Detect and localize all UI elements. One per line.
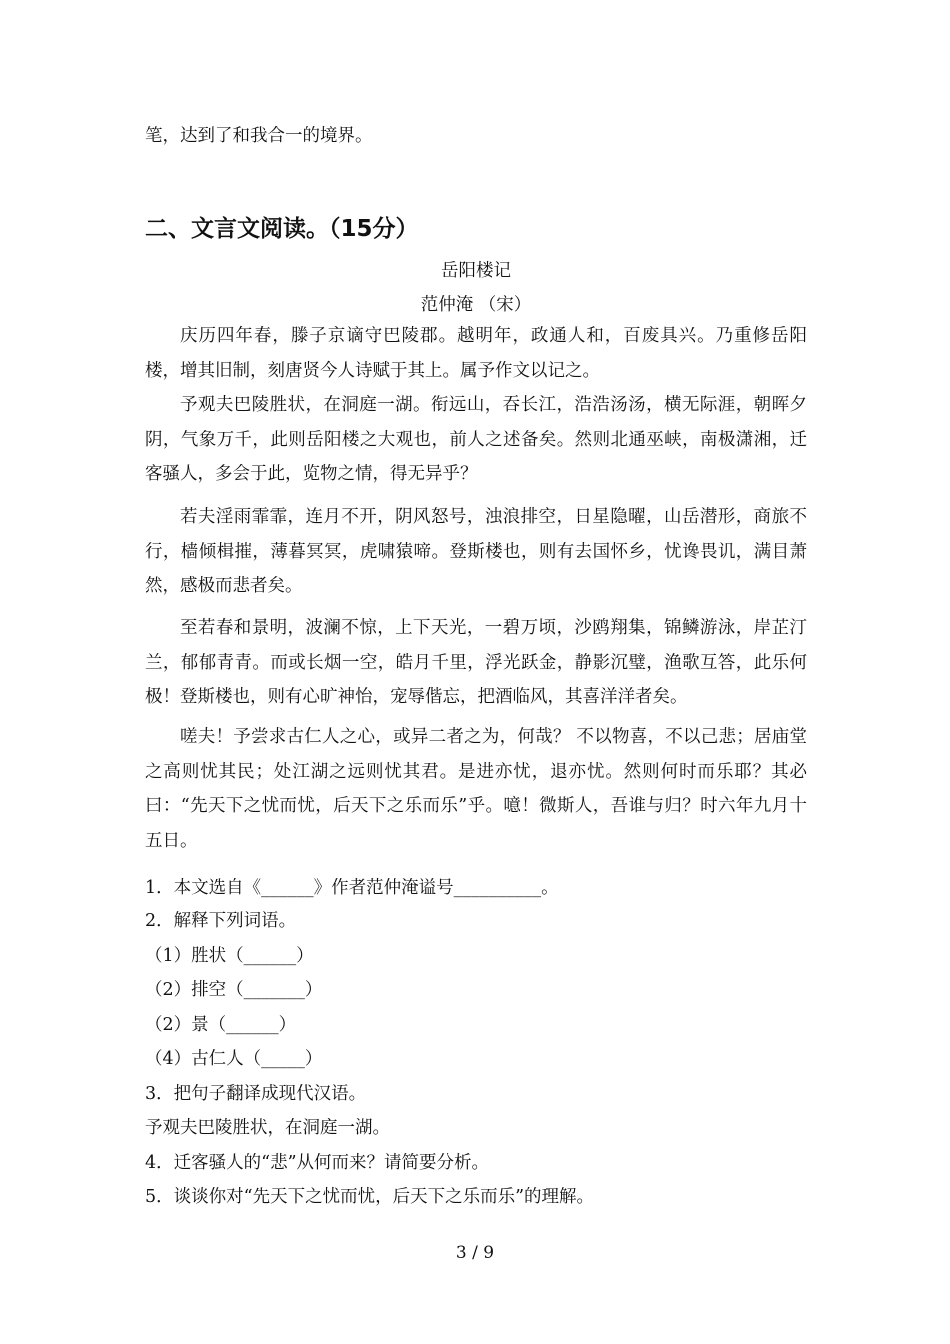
section-heading: 二、文言文阅读。（15分） [145,216,419,242]
question-2-item: （2）排空（_______） [145,980,323,1000]
question-3-sentence: 予观夫巴陵胜状，在洞庭一湖。 [145,1118,390,1138]
question-2-item: （2）景（______） [145,1015,297,1035]
question-1: 1．本文选自《______》作者范仲淹谥号__________。 [145,878,559,898]
question-4: 4．迁客骚人的“悲”从何而来？请简要分析。 [145,1153,490,1173]
essay-paragraph: 予观夫巴陵胜状，在洞庭一湖。衔远山，吞长江，浩浩汤汤，横无际涯，朝晖夕阴，气象万千，此则岳阳楼之大观也，前人之述备矣。然则北通巫峡，南极潇湘，迁客骚人，多会于此，览物之情，得无异乎？ [145,395,807,484]
question-2-item: （1）胜状（______） [145,946,314,966]
essay-title: 岳阳楼记 [441,261,511,281]
question-5: 5．谈谈你对“先天下之忧而忧，后天下之乐而乐”的理解。 [145,1187,595,1207]
essay-author: 范仲淹 （宋） [420,295,532,315]
previous-text-line: 笔，达到了和我合一的境界。 [145,126,373,146]
page-number: 3 / 9 [455,1243,495,1263]
essay-paragraph: 至若春和景明，波澜不惊，上下天光，一碧万顷，沙鸥翔集，锦鳞游泳，岸芷汀兰，郁郁青青。而或长烟一空，皓月千里，浮光跃金，静影沉璧，渔歌互答，此乐何极！登斯楼也，则有心旷神怡，宠辱偕忘，把酒临风，其喜洋洋者矣。 [145,618,807,707]
essay-paragraph: 庆历四年春，滕子京谪守巴陵郡。越明年，政通人和，百废具兴。乃重修岳阳楼，增其旧制，刻唐贤今人诗赋于其上。属予作文以记之。 [145,326,807,381]
question-2: 2．解释下列词语。 [145,911,297,931]
question-3: 3．把句子翻译成现代汉语。 [145,1084,367,1104]
question-2-item: （4）古仁人（_____） [145,1049,323,1069]
essay-paragraph: 嗟夫！予尝求古仁人之心，或异二者之为，何哉？ 不以物喜，不以己悲；居庙堂之高则忧其民；处江湖之远则忧其君。是进亦忧，退亦忧。然则何时而乐耶？其必曰：“先天下之忧而忧，后天下之乐而乐”乎。噫！微斯人，吾谁与归？时六年九月十五日。 [145,727,807,851]
essay-paragraph: 若夫淫雨霏霏，连月不开，阴风怒号，浊浪排空，日星隐曜，山岳潜形，商旅不行，樯倾楫摧，薄暮冥冥，虎啸猿啼。登斯楼也，则有去国怀乡，忧谗畏讥，满目萧然，感极而悲者矣。 [145,507,807,596]
